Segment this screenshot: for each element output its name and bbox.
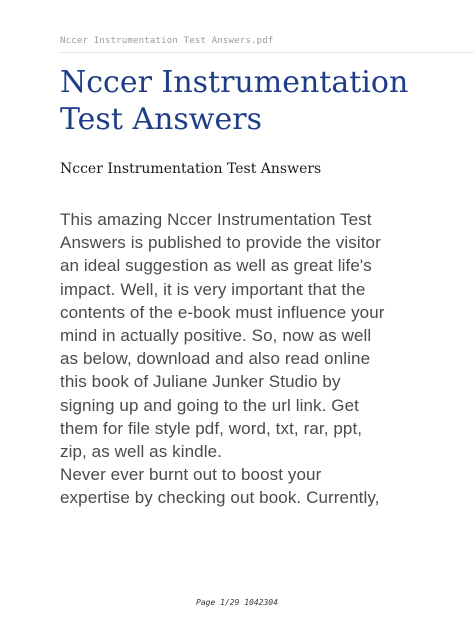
body-line: Answers is published to provide the visitor — [60, 233, 381, 253]
body-line: This amazing Nccer Instrumentation Test — [60, 210, 372, 229]
document-subtitle: Nccer Instrumentation Test Answers — [60, 161, 322, 177]
body-line: as below, download and also read online — [60, 349, 371, 369]
title-line: Nccer Instrumentation — [60, 65, 409, 100]
body-line: an ideal suggestion as well as great life's — [60, 256, 372, 276]
body-line: expertise by checking out book. Currently, — [60, 488, 380, 508]
body-paragraph — [60, 208, 440, 510]
document-title — [60, 64, 460, 138]
body-line: Never ever burnt out to boost your — [60, 465, 322, 485]
body-line: them for file style pdf, word, txt, rar, ppt, — [60, 418, 363, 438]
pdf-filename-header: Nccer Instrumentation Test Answers.pdf — [60, 36, 274, 46]
body-line: signing up and going to the url link. Get — [60, 395, 359, 415]
title-line: Test Answers — [60, 102, 262, 137]
body-line: this book of Juliane Junker Studio by — [60, 372, 341, 392]
page-number-footer: Page 1/29 1042304 — [196, 598, 278, 607]
body-line: contents of the e-book must influence your — [60, 302, 385, 322]
body-line: impact. Well, it is very important that the — [60, 279, 366, 299]
body-line: zip, as well as kindle. — [60, 442, 222, 462]
body-line: mind in actually positive. So, now as well — [60, 326, 372, 346]
header-divider — [60, 52, 474, 53]
